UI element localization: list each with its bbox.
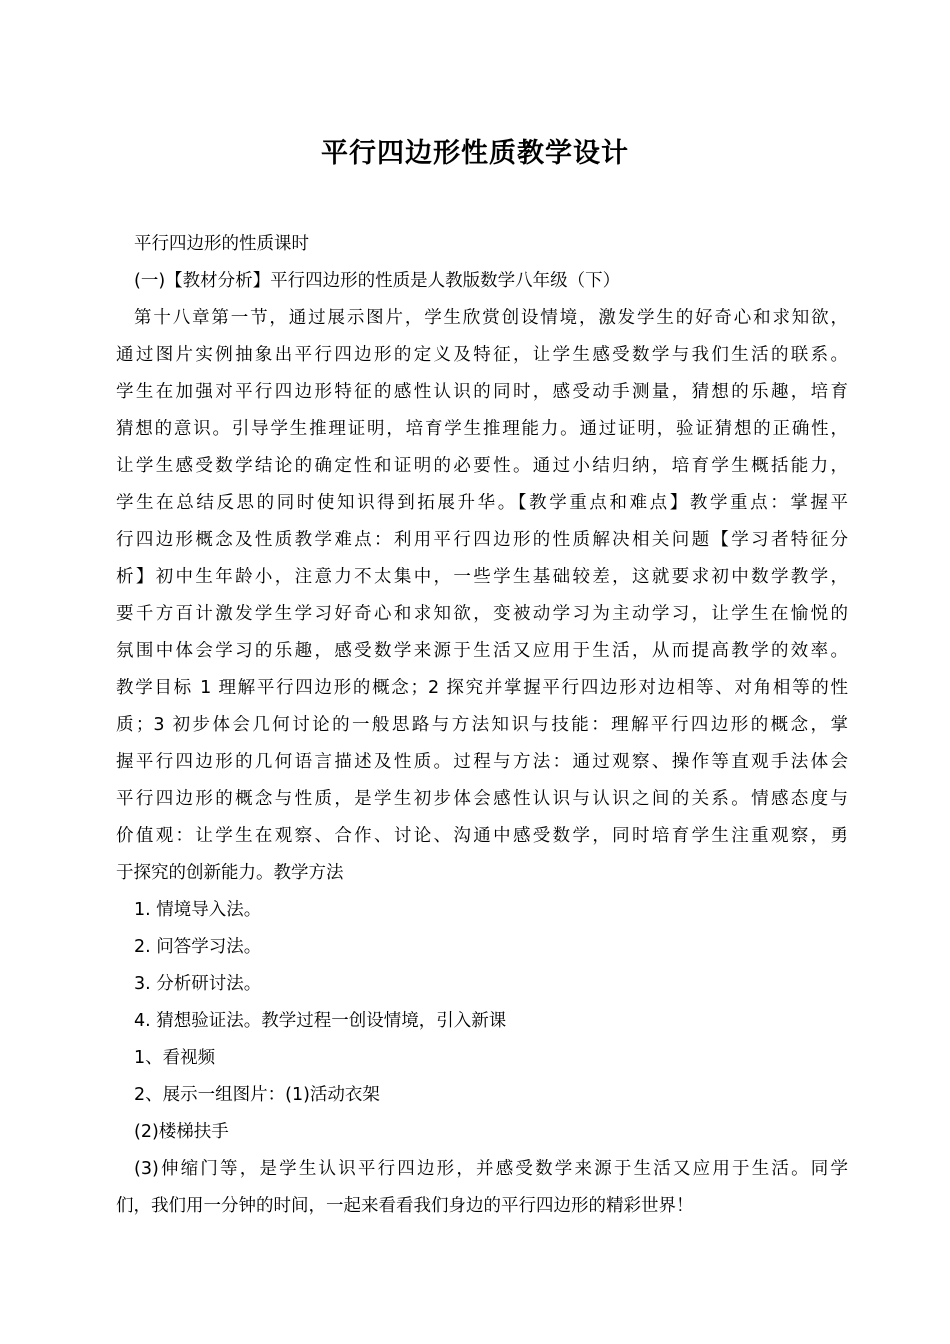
paragraph-line: (3)伸缩门等，是学生认识平行四边形，并感受数学来源于生活又应用于生活。同学 [134,1159,848,1179]
paragraph-line: 于探究的创新能力。教学方法 [116,863,344,883]
paragraph-line: 行四边形概念及性质教学难点：利用平行四边形的性质解决相关问题【学习者特征分 [116,530,848,550]
paragraph-line: 握平行四边形的几何语言描述及性质。过程与方法：通过观察、操作等直观手法体会 [116,752,848,772]
list-item: 2. 问答学习法。 [134,937,262,957]
paragraph-line: 要千方百计激发学生学习好奇心和求知欲，变被动学习为主动学习，让学生在愉悦的 [116,604,848,624]
list-item: 2、展示一组图片：(1)活动衣架 [134,1085,380,1105]
paragraph-line: 让学生感受数学结论的确定性和证明的必要性。通过小结归纳，培育学生概括能力， [116,456,848,476]
paragraph-line: 第十八章第一节，通过展示图片，学生欣赏创设情境，激发学生的好奇心和求知欲， [134,308,848,328]
paragraph-line: 学生在加强对平行四边形特征的感性认识的同时，感受动手测量，猜想的乐趣，培育 [116,382,848,402]
list-item: 1、看视频 [134,1048,216,1068]
paragraph-line: 质；3 初步体会几何讨论的一般思路与方法知识与技能：理解平行四边形的概念，掌 [116,715,848,735]
paragraph-line: 教学目标 1 理解平行四边形的概念；2 探究并掌握平行四边形对边相等、对角相等的性 [116,678,848,698]
paragraph-line: 学生在总结反思的同时使知识得到拓展升华。【教学重点和难点】教学重点：掌握平 [116,493,848,513]
list-item: 1. 情境导入法。 [134,900,262,920]
paragraph-line: 价值观：让学生在观察、合作、讨论、沟通中感受数学，同时培育学生注重观察，勇 [116,826,848,846]
paragraph-line: 平行四边形的概念与性质，是学生初步体会感性认识与认识之间的关系。情感态度与 [116,789,848,809]
paragraph-line: 氛围中体会学习的乐趣，感受数学来源于生活又应用于生活，从而提高教学的效率。 [116,641,848,661]
document-title: 平行四边形性质教学设计 [321,138,629,169]
paragraph-line: 猜想的意识。引导学生推理证明，培育学生推理能力。通过证明，验证猜想的正确性， [116,419,848,439]
list-item: 4. 猜想验证法。教学过程一创设情境，引入新课 [134,1011,507,1031]
list-item: (2)楼梯扶手 [134,1122,229,1142]
document-body [116,226,848,1225]
paragraph-line: 通过图片实例抽象出平行四边形的定义及特征，让学生感受数学与我们生活的联系。 [116,345,848,365]
paragraph-line: (一)【教材分析】平行四边形的性质是人教版数学八年级（下） [134,271,621,291]
paragraph-line: 析】初中生年龄小，注意力不太集中，一些学生基础较差，这就要求初中数学教学， [116,567,848,587]
paragraph-line: 们，我们用一分钟的时间，一起来看看我们身边的平行四边形的精彩世界！ [116,1196,694,1216]
paragraph-line: 平行四边形的性质课时 [134,234,309,254]
list-item: 3. 分析研讨法。 [134,974,262,994]
